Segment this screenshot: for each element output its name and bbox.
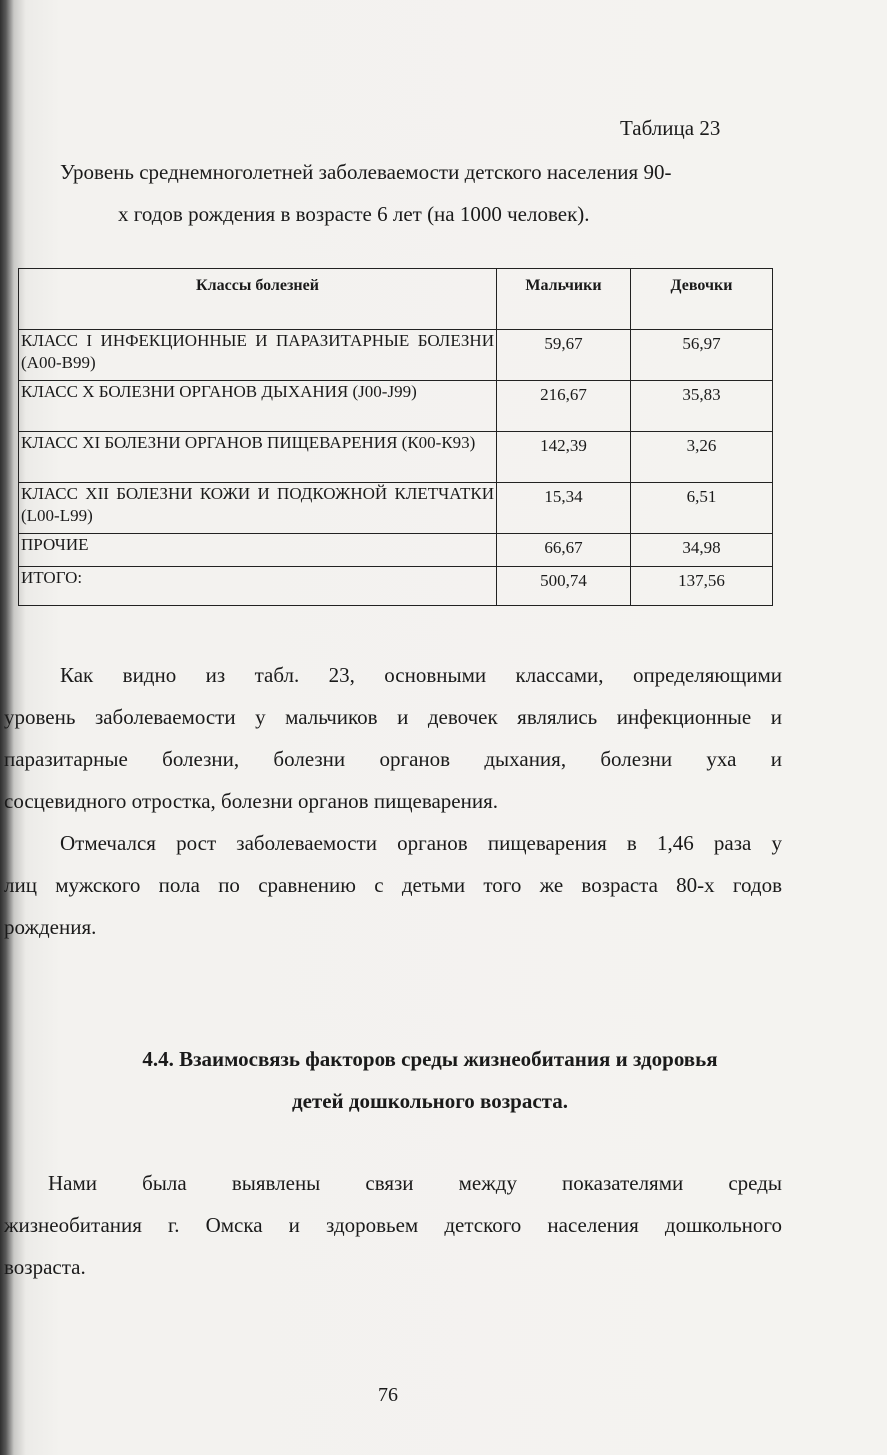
table-row [19, 483, 773, 534]
boys-value-cell: 59,67 [497, 330, 631, 381]
disease-class-cell: КЛАСС XI БОЛЕЗНИ ОРГАНОВ ПИЩЕВАРЕНИЯ (К00-К93) [19, 432, 497, 483]
table-row [19, 330, 773, 381]
girls-value-cell: 34,98 [631, 534, 773, 567]
paragraph-line: лиц мужского пола по сравнению с детьми того же возраста 80-х годов [4, 873, 782, 897]
paragraph-line: паразитарные болезни, болезни органов дыхания, болезни уха и [4, 747, 782, 771]
girls-value-cell: 3,26 [631, 432, 773, 483]
section-heading-line-1: 4.4. Взаимосвязь факторов среды жизнеобитания и здоровья [142, 1047, 718, 1071]
girls-value-cell: 35,83 [631, 381, 773, 432]
paragraph-line: рождения. [4, 915, 97, 939]
boys-value-cell: 66,67 [497, 534, 631, 567]
paragraph-line: Отмечался рост заболеваемости органов пищеварения в 1,46 раза у [60, 831, 782, 855]
table-row [19, 381, 773, 432]
section-heading-line-2: детей дошкольного возраста. [291, 1089, 569, 1113]
disease-class-cell: ПРОЧИЕ [19, 534, 497, 567]
disease-class-cell: КЛАСС XII БОЛЕЗНИ КОЖИ И ПОДКОЖНОЙ КЛЕТЧАТКИ (L00-L99) [19, 483, 497, 534]
header-girls: Девочки [631, 269, 773, 330]
boys-value-cell: 142,39 [497, 432, 631, 483]
paragraph-section-intro [4, 1162, 782, 1288]
paragraph-line: возраста. [4, 1255, 86, 1279]
girls-value-cell: 56,97 [631, 330, 773, 381]
disease-class-cell: КЛАСС I ИНФЕКЦИОННЫЕ И ПАРАЗИТАРНЫЕ БОЛЕЗНИ (А00-В99) [19, 330, 497, 381]
paragraph-line: Как видно из табл. 23, основными классами, определяющими [60, 663, 782, 687]
paragraph-growth-note [4, 822, 782, 948]
boys-total-cell: 500,74 [497, 567, 631, 606]
boys-value-cell: 216,67 [497, 381, 631, 432]
total-label-cell: ИТОГО: [19, 567, 497, 606]
paragraph-table-summary [4, 654, 782, 822]
boys-value-cell: 15,34 [497, 483, 631, 534]
girls-value-cell: 6,51 [631, 483, 773, 534]
girls-total-cell: 137,56 [631, 567, 773, 606]
table-row-total [19, 567, 773, 606]
paragraph-line: Нами была выявлены связи между показателями среды [48, 1171, 782, 1195]
paragraph-line: жизнеобитания г. Омска и здоровьем детского населения дошкольного [4, 1213, 782, 1237]
paragraph-line: сосцевидного отростка, болезни органов пищеварения. [4, 789, 498, 813]
header-boys: Мальчики [497, 269, 631, 330]
paragraph-line: уровень заболеваемости у мальчиков и девочек являлись инфекционные и [4, 705, 782, 729]
disease-class-cell: КЛАСС X БОЛЕЗНИ ОРГАНОВ ДЫХАНИЯ (J00-J99) [19, 381, 497, 432]
table-caption-line-1: Уровень среднемноголетней заболеваемости детского населения 90- [60, 160, 672, 184]
page-number: 76 [378, 1384, 398, 1406]
table-label: Таблица 23 [620, 116, 721, 140]
header-disease-class: Классы болезней [19, 269, 497, 330]
table-row [19, 534, 773, 567]
table-caption-line-2: х годов рождения в возрасте 6 лет (на 1000 человек). [118, 202, 590, 226]
morbidity-table [18, 268, 773, 606]
table-row [19, 432, 773, 483]
